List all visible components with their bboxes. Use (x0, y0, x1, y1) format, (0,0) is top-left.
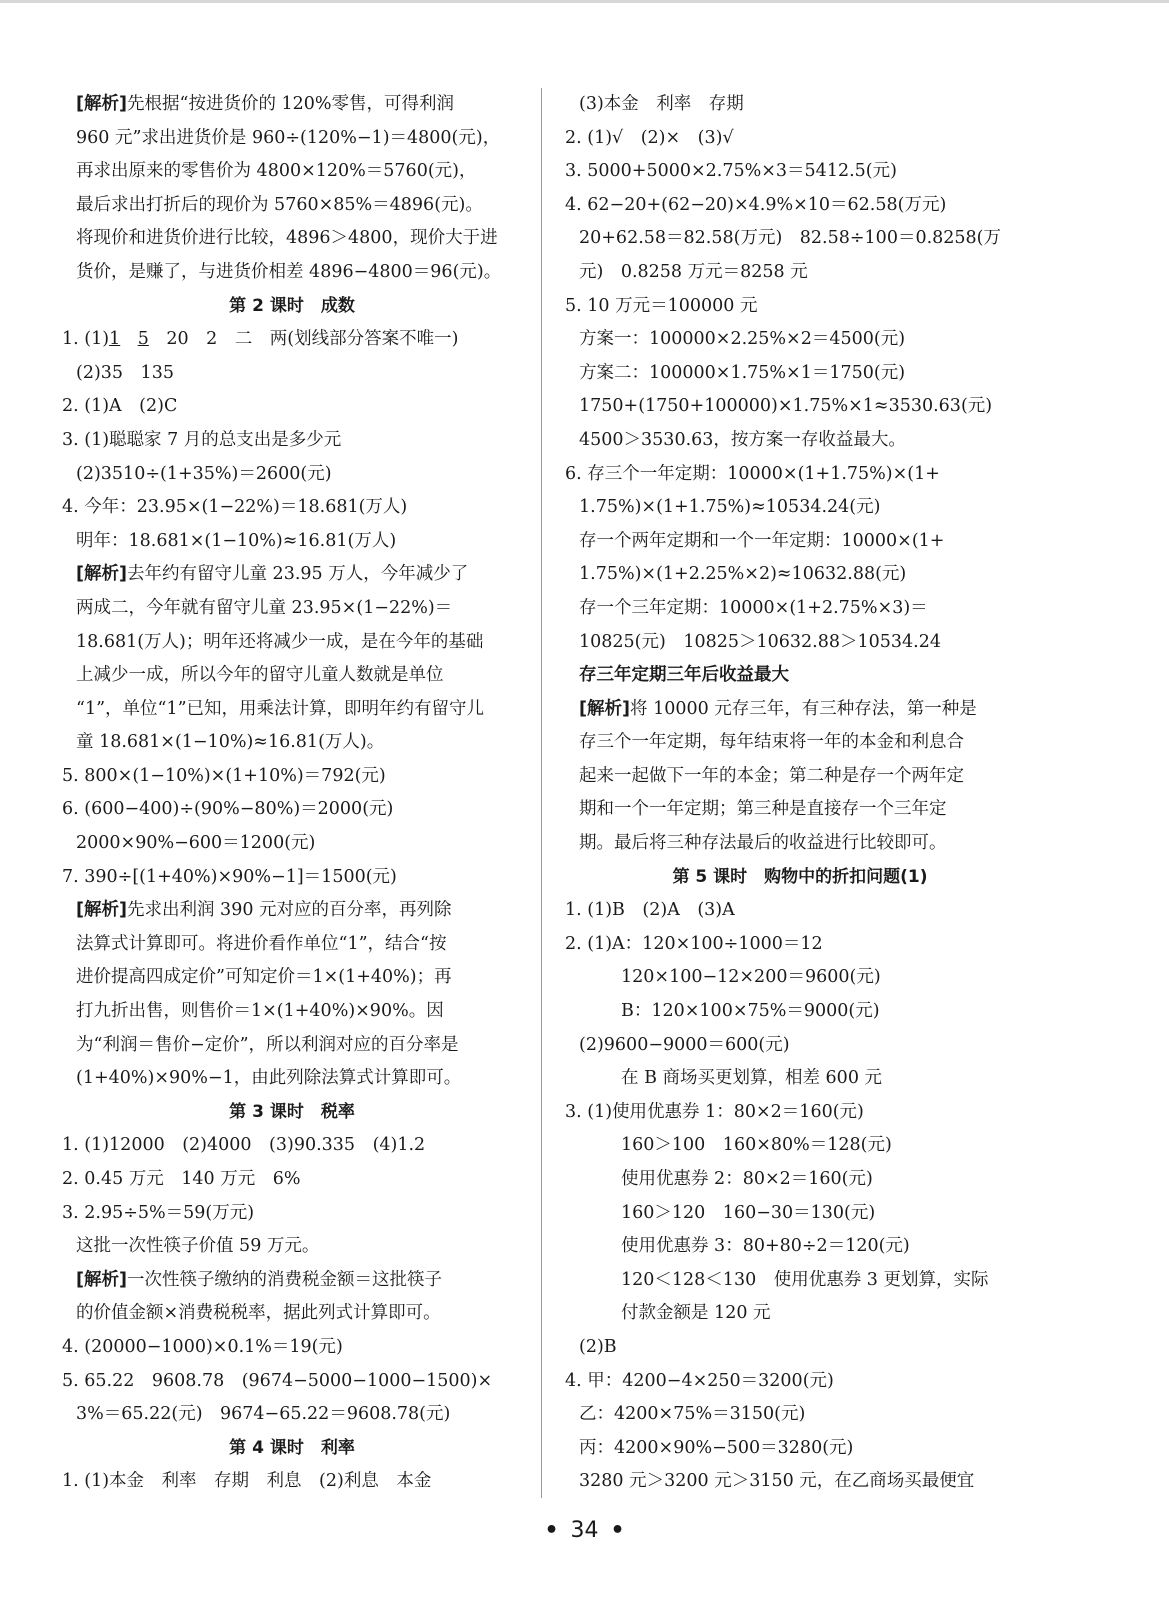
answer-line: (2)B (579, 1336, 617, 1357)
answer-line: 4500＞3530.63，按方案一存收益最大。 (579, 429, 906, 450)
lesson-5-title: 第 5 课时 购物中的折扣问题(1) (672, 866, 928, 887)
answer-line: 1. (1)B (2)A (3)A (565, 900, 735, 921)
answer-line: 存一个三年定期：10000×(1+2.75%×3)＝ (579, 597, 928, 618)
answer-line: 6. (600−400)÷(90%−80%)＝2000(元) (62, 799, 394, 820)
lesson-4-title: 第 4 课时 利率 (229, 1437, 355, 1458)
answer-line: 120＜128＜130 使用优惠券 3 更划算，实际 (621, 1269, 989, 1290)
text-line: 童 18.681×(1−10%)≈16.81(万人)。 (76, 732, 385, 753)
answer-line: 20+62.58＝82.58(万元) 82.58÷100＝0.8258(万 (579, 228, 1002, 249)
answer-line: 4. 62−20+(62−20)×4.9%×10＝62.58(万元) (565, 194, 947, 215)
text-line: [解析]先根据“按进货价的 120%零售，可得利润 (76, 94, 455, 114)
answer-line: 存一个两年定期和一个一年定期：10000×(1+ (579, 530, 945, 551)
text-line: 起来一起做下一年的本金；第二种是存一个两年定 (579, 765, 964, 786)
answer-line: 3. (1)使用优惠券 1：80×2＝160(元) (565, 1101, 864, 1122)
analysis-tag: [解析] (76, 900, 127, 921)
answer-line: 1750+(1750+100000)×1.75%×1≈3530.63(元) (579, 396, 993, 417)
answer-line: (2)3510÷(1+35%)＝2600(元) (76, 463, 332, 484)
text-line: 18.681(万人)；明年还将减少一成，是在今年的基础 (76, 631, 484, 652)
text-line: 两成二，今年就有留守儿童 23.95×(1−22%)＝ (76, 597, 453, 618)
analysis-tag: [解析] (76, 1269, 127, 1290)
right-column (565, 88, 1035, 1499)
answer-line: 3. 5000+5000×2.75%×3＝5412.5(元) (565, 161, 897, 182)
answer-line: 使用优惠券 3：80+80÷2＝120(元) (621, 1236, 910, 1257)
answer-line: 3%＝65.22(元) 9674−65.22＝9608.78(元) (76, 1404, 451, 1425)
text-line: 存三个一年定期，每年结束将一年的本金和利息合 (579, 732, 964, 753)
answer-line: 1.75%)×(1+2.25%×2)≈10632.88(元) (579, 564, 907, 585)
text-line: “1”，单位“1”已知，用乘法计算，即明年约有留守儿 (76, 698, 485, 719)
answer-line: 2. (1)A (2)C (62, 396, 178, 417)
footer-dot: • (610, 1518, 625, 1543)
text-line: 960 元”求出进货价是 960÷(120%−1)＝4800(元)， (76, 127, 501, 148)
answer-line: 5. 65.22 9608.78 (9674−5000−1000−1500)× (62, 1370, 493, 1391)
answer-line: 5. 10 万元＝100000 元 (565, 295, 758, 316)
answer-line: 10825(元) 10825＞10632.88＞10534.24 (579, 631, 941, 652)
answer-line: (3)本金 利率 存期 (579, 94, 744, 114)
underlined-answer: 5 (137, 329, 149, 350)
text-line: 最后求出打折后的现价为 5760×85%＝4896(元)。 (76, 194, 483, 215)
answer-line: 方案一：100000×2.25%×2＝4500(元) (579, 329, 906, 350)
text-line: 为“利润＝售价−定价”，所以利润对应的百分率是 (76, 1034, 459, 1055)
column-divider (541, 88, 542, 1498)
answer-line: 5. 800×(1−10%)×(1+10%)＝792(元) (62, 765, 386, 786)
answer-line: 2. (1)√ (2)× (3)√ (565, 127, 734, 148)
answer-line: 1. (1)12000 (2)4000 (3)90.335 (4)1.2 (62, 1135, 426, 1156)
answer-line: 元) 0.8258 万元＝8258 元 (579, 261, 808, 282)
answer-line: 在 B 商场买更划算，相差 600 元 (621, 1068, 883, 1089)
answer-line: 160＞100 160×80%＝128(元) (621, 1135, 892, 1156)
answer-line: 2000×90%−600＝1200(元) (76, 833, 316, 854)
answer-line: 3280 元＞3200 元＞3150 元，在乙商场买最便宜 (579, 1471, 975, 1492)
answer-line: 7. 390÷[(1+40%)×90%−1]＝1500(元) (62, 866, 397, 887)
answer-line: (2)35 135 (76, 362, 174, 383)
text-line: 货价，是赚了，与进货价相差 4896−4800＝96(元)。 (76, 261, 502, 282)
answer-line: 1.75%)×(1+1.75%)≈10534.24(元) (579, 497, 881, 518)
text-line: 进价提高四成定价”可知定价＝1×(1+40%)；再 (76, 967, 452, 988)
answer-line: 4. (20000−1000)×0.1%＝19(元) (62, 1336, 343, 1357)
answer-line: (2)9600−9000＝600(元) (579, 1034, 790, 1055)
underlined-answer: 1 (109, 329, 121, 350)
answer-line: 2. (1)A：120×100÷1000＝12 (565, 933, 823, 954)
footer-dot: • (544, 1518, 559, 1543)
text-line: 法算式计算即可。将进价看作单位“1”，结合“按 (76, 933, 447, 954)
lesson-3-title: 第 3 课时 税率 (229, 1101, 355, 1122)
text-line: [解析]先求出利润 390 元对应的百分率，再列除 (76, 900, 452, 921)
answer-line: 3. (1)聪聪家 7 月的总支出是多少元 (62, 429, 342, 450)
lesson-2-title: 第 2 课时 成数 (229, 295, 355, 316)
answer-line: 这批一次性筷子价值 59 万元。 (76, 1236, 320, 1257)
answer-line: 2. 0.45 万元 140 万元 6% (62, 1169, 301, 1189)
text-line: 期和一个一年定期；第三种是直接存一个三年定 (579, 799, 947, 820)
answer-line: 120×100−12×200＝9600(元) (621, 967, 881, 988)
text-line: 将现价和进货价进行比较，4896＞4800，现价大于进 (76, 228, 498, 249)
answer-line: 乙：4200×75%＝3150(元) (579, 1404, 806, 1425)
answer-line: 1. (1)本金 利率 存期 利息 (2)利息 本金 (62, 1471, 432, 1492)
answer-line: 存三年定期三年后收益最大 (579, 665, 789, 686)
answer-line: 明年：18.681×(1−10%)≈16.81(万人) (76, 530, 397, 551)
answer-line: 3. 2.95÷5%＝59(万元) (62, 1202, 255, 1223)
answer-line: 丙：4200×90%−500＝3280(元) (579, 1437, 854, 1458)
text-line: 上减少一成，所以今年的留守儿童人数就是单位 (76, 665, 444, 686)
answer-line: 使用优惠券 2：80×2＝160(元) (621, 1169, 873, 1189)
top-edge (0, 0, 1169, 3)
answer-line: 160＞120 160−30＝130(元) (621, 1202, 876, 1223)
left-column (62, 88, 522, 1499)
answer-line: 付款金额是 120 元 (621, 1303, 771, 1324)
text-line: 的价值金额×消费税税率，据此列式计算即可。 (76, 1303, 441, 1324)
text-line: (1+40%)×90%−1，由此列除法算式计算即可。 (76, 1068, 462, 1089)
page-footer (0, 1518, 1169, 1543)
answer-line: B：120×100×75%＝9000(元) (621, 1001, 880, 1022)
analysis-tag: [解析] (76, 94, 127, 114)
analysis-tag: [解析] (579, 698, 630, 719)
text-line: [解析]去年约有留守儿童 23.95 万人，今年减少了 (76, 564, 469, 585)
answer-line: 6. 存三个一年定期：10000×(1+1.75%)×(1+ (565, 463, 940, 484)
answer-line: 4. 今年：23.95×(1−22%)＝18.681(万人) (62, 497, 408, 518)
page-number: 34 (570, 1518, 599, 1543)
text-line: 期。最后将三种存法最后的收益进行比较即可。 (579, 833, 947, 854)
analysis-tag: [解析] (76, 564, 127, 585)
text-line: [解析]一次性筷子缴纳的消费税金额＝这批筷子 (76, 1269, 442, 1290)
answer-line: 方案二：100000×1.75%×1＝1750(元) (579, 362, 906, 383)
text-line: 再求出原来的零售价为 4800×120%＝5760(元)， (76, 161, 477, 182)
text-line: [解析]将 10000 元存三年，有三种存法，第一种是 (579, 698, 977, 719)
answer-line: 1. (1)1 5 20 2 二 两(划线部分答案不唯一) (62, 329, 459, 350)
answer-line: 4. 甲：4200−4×250＝3200(元) (565, 1370, 834, 1391)
text-line: 打九折出售，则售价＝1×(1+40%)×90%。因 (76, 1001, 444, 1022)
